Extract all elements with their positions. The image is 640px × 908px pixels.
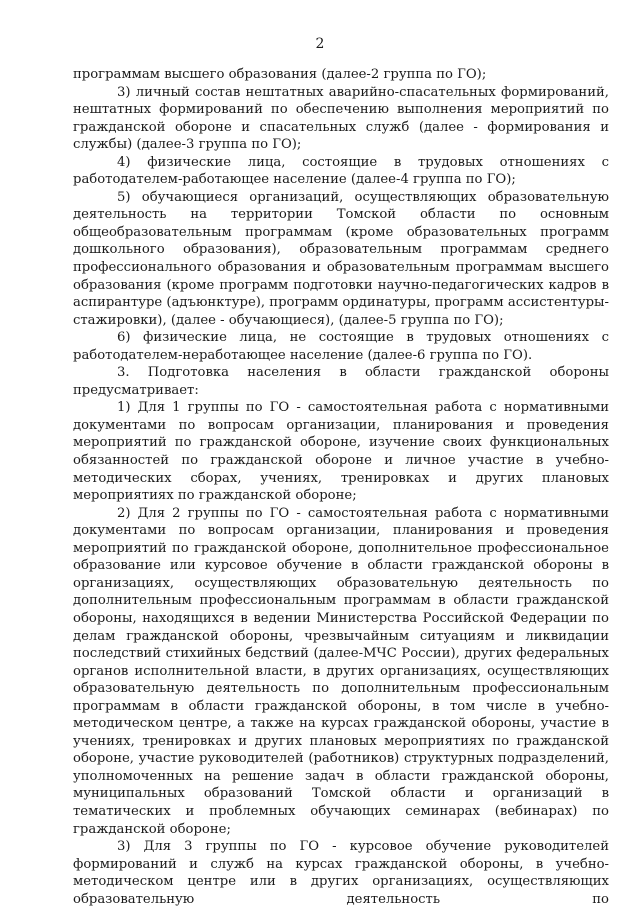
paragraph-item-4: 4) физические лица, состоящие в трудовых отношениях с работодателем-работающее население (далее-4 группа по ГО); bbox=[73, 154, 609, 188]
document-body bbox=[73, 66, 609, 908]
paragraph-group-1: 1) Для 1 группы по ГО - самостоятельная работа с нормативными документами по вопросам организации, планирования и проведения мероприятий по гражданской обороне, изучение своих функциональных обязанностей по гражданской обороне и личное участие в учебно-методических сборах, учениях, тренировках и других плановых мероприятиях по гражданской обороне; bbox=[73, 400, 609, 504]
paragraph-section-3: 3. Подготовка населения в области гражданской обороны предусматривает: bbox=[73, 365, 609, 398]
paragraph-continuation: программам высшего образования (далее-2 группа по ГО); bbox=[73, 67, 487, 82]
paragraph-group-3: 3) Для 3 группы по ГО - курсовое обучение руководителей формирований и служб на курсах гражданской обороны, в учебно-методическом центре или в других организациях, осуществляющих образовательную деятельность по bbox=[73, 839, 609, 907]
paragraph-item-5: 5) обучающиеся организаций, осуществляющих образовательную деятельность на территории Томской области по основным общеобразовательным программам (кроме образовательных программ дошкольного образования), образовательным программам среднего профессионального образования и образовательным программам высшего образования (кроме программ подготовки научно-педагогических кадров в аспирантуре (адъюнктуре), программ ординатуры, программ ассистентуры-стажировки), (далее - обучающиеся), (далее-5 группа по ГО); bbox=[73, 189, 609, 328]
paragraph-group-2: 2) Для 2 группы по ГО - самостоятельная работа с нормативными документами по вопросам организации, планирования и проведения мероприятий по гражданской обороне, дополнительное профессиональное образование или курсовое обучение в области гражданской обороны в организациях, осуществляющих образовательную деятельность по дополнительным профессиональным программам в области гражданской обороны, находящихся в ведении Министерства Российской Федерации по делам гражданской обороны, чрезвычайным ситуациям и ликвидации последствий стихийных бедствий (далее-МЧС России), других федеральных органов исполнительной власти, в других организациях, осуществляющих образовательную деятельность по дополнительным профессиональным программам в области гражданской обороны, в том числе в учебно-методическом центре, а также на курсах гражданской обороны, участие в учениях, тренировках и других плановых мероприятиях по гражданской обороне, участие руководителей (работников) структурных подразделений, уполномоченных на решение задач в области гражданской обороны, муниципальных образований Томской области и организаций в тематических и проблемных обучающих семинарах (вебинарах) по гражданской обороне; bbox=[73, 505, 609, 837]
paragraph-item-6: 6) физические лица, не состоящие в трудовых отношениях с работодателем-неработающее население (далее-6 группа по ГО). bbox=[73, 330, 609, 363]
paragraph-item-3: 3) личный состав нештатных аварийно-спасательных формирований, нештатных формирований по обеспечению выполнения мероприятий по гражданской обороне и спасательных служб (далее - формирования и службы) (далее-3 группа по ГО); bbox=[73, 84, 609, 153]
page-number: 2 bbox=[315, 36, 325, 52]
